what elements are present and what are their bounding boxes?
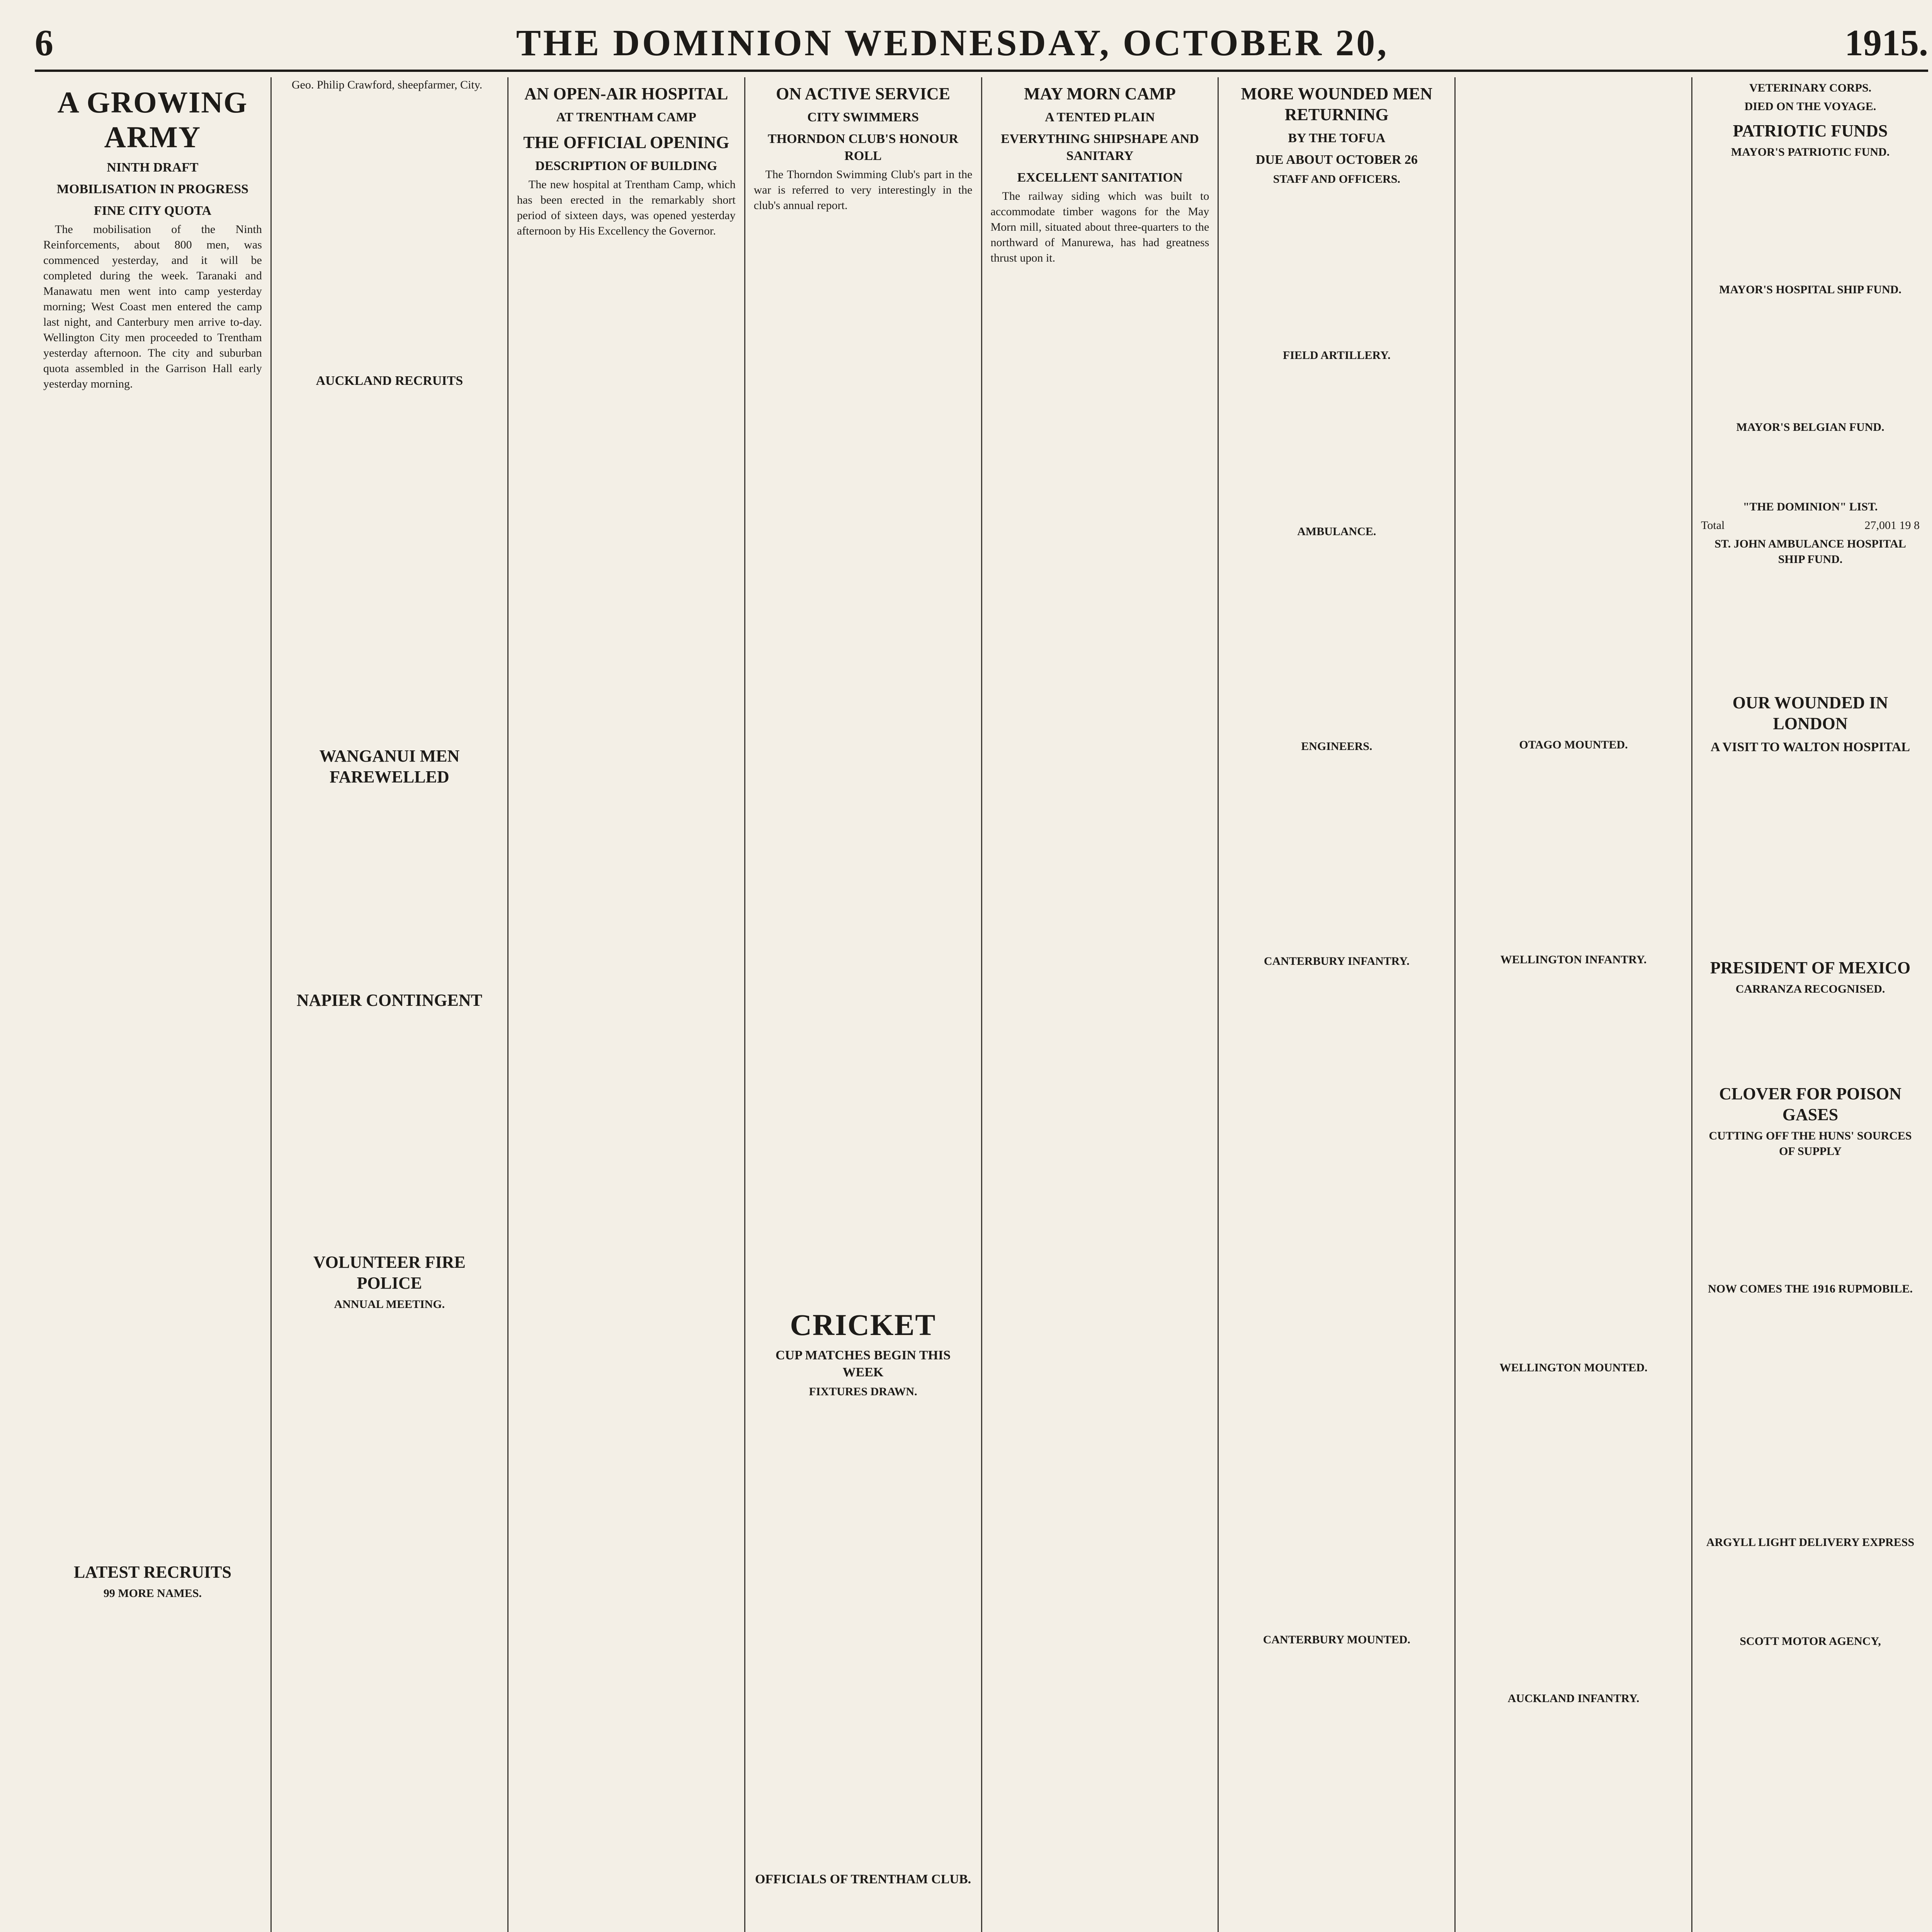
deck-mobilisation: MOBILISATION IN PROGRESS: [56, 182, 249, 196]
deck-ninth-draft: NINTH DRAFT: [107, 160, 199, 175]
column-8: VETERINARY CORPS. DIED ON THE VOYAGE. PATRIOTIC FUNDS MAYOR'S PATRIOTIC FUND. MAYOR'S HOSPITAL SHIP FUND. MAYOR'S BELGIAN FUND. "THE DOMINION" LIST. Total 27,001 19 8 ST. JOHN AMBULANCE HOSPITAL SHIP FUND. OUR WOUNDED IN LONDON A VISIT TO WALTON HOSPITAL PRESIDENT OF MEXICO CARRANZA RECOGNISED. CLOVER FOR POISON GASES CUTTING OFF THE HUNS' SOURCES OF SUPPLY NOW COMES THE 1916 RUPMOBILE. ARGYLL LIGHT DELIVERY EXPRESS SCOTT MOTOR AGENCY,: [1692, 77, 1928, 1932]
headline-active-service: ON ACTIVE SERVICE: [776, 84, 950, 103]
subhead-auckland-recruits: AUCKLAND RECRUITS: [316, 374, 463, 388]
column-5: [982, 77, 1219, 1932]
article-body: The Thorndon Swimming Club's part in the war is referred to very interestingly in the club's annual report.: [753, 168, 973, 212]
deck-tofua: BY THE TOFUA: [1288, 131, 1386, 145]
column-3: [509, 77, 745, 1932]
headline-latest-recruits: LATEST RECRUITS: [73, 1563, 231, 1582]
subhead-more-names: 99 MORE NAMES.: [103, 1587, 202, 1600]
newspaper-title: THE DOMINION WEDNESDAY, OCTOBER 20,: [516, 22, 1389, 63]
subhead-staff: STAFF AND OFFICERS.: [1273, 173, 1400, 185]
headline-president-mexico: PRESIDENT OF MEXICO: [1710, 958, 1911, 977]
headline-open-air-hospital: AN OPEN-AIR HOSPITAL: [524, 84, 728, 103]
deck-shipshape: EVERYTHING SHIPSHAPE AND SANITARY: [1001, 132, 1199, 163]
column-6: [1219, 77, 1456, 1932]
subhead-mayor-fund: MAYOR'S PATRIOTIC FUND.: [1731, 146, 1890, 158]
headline-napier: NAPIER CONTINGENT: [296, 991, 482, 1010]
subhead-otago-mounted: OTAGO MOUNTED.: [1519, 738, 1628, 751]
deck-october-26: DUE ABOUT OCTOBER 26: [1255, 153, 1418, 167]
subhead-hospital-ship-fund: MAYOR'S HOSPITAL SHIP FUND.: [1719, 283, 1901, 296]
article-body: The new hospital at Trentham Camp, which has been erected in the remarkably short period of sixteen days, was opened yesterday afternoon by His Excellency the Governor.: [517, 178, 736, 237]
headline-volunteer-fire-police: VOLUNTEER FIRE POLICE: [313, 1253, 466, 1293]
subhead-belgian-fund: MAYOR'S BELGIAN FUND.: [1736, 421, 1884, 434]
date-year: 1915.: [1845, 22, 1928, 63]
subhead-died-voyage: DIED ON THE VOYAGE.: [1744, 100, 1876, 113]
subhead-ambulance-fund: ST. JOHN AMBULANCE HOSPITAL SHIP FUND.: [1714, 537, 1906, 566]
article-body: The mobilisation of the Ninth Reinforcements, about 800 men, was commenced yesterday, and it will be completed during the week. Taranaki and Manawatu men went into camp yesterday morning; West Coast men entered the camp last night, and Canterbury men arrive to-day. Wellington City men proceeded to Trentham yesterday afternoon. The city and suburban quota assembled in the Garrison Hall early yesterday morning.: [43, 223, 262, 390]
subhead-field-artillery: FIELD ARTILLERY.: [1283, 349, 1391, 362]
headline-wounded-returning: MORE WOUNDED MEN RETURNING: [1241, 84, 1433, 124]
fund-total: 27,001 19 8: [1864, 519, 1920, 532]
deck-official-opening: THE OFFICIAL OPENING: [523, 133, 730, 152]
headline-cricket: CRICKET: [790, 1308, 936, 1342]
column-1: [35, 77, 272, 1932]
headline-wounded-london: OUR WOUNDED IN LONDON: [1732, 693, 1888, 733]
subhead-annual-meeting: ANNUAL MEETING.: [334, 1298, 445, 1311]
headline-patriotic-funds: PATRIOTIC FUNDS: [1733, 121, 1888, 140]
subhead-ambulance: AMBULANCE.: [1297, 525, 1376, 538]
headline-wanganui: WANGANUI MEN FAREWELLED: [319, 747, 460, 786]
headline-may-morn: MAY MORN CAMP: [1024, 84, 1176, 103]
deck-city-swimmers: CITY SWIMMERS: [807, 110, 919, 124]
advert-argyll: ARGYLL LIGHT DELIVERY EXPRESS: [1706, 1536, 1915, 1549]
page-columns: [35, 77, 1928, 1932]
column-2: [272, 77, 509, 1932]
subhead-officials: OFFICIALS OF TRENTHAM CLUB.: [755, 1872, 971, 1886]
subhead-canterbury-infantry: CANTERBURY INFANTRY.: [1264, 955, 1410, 968]
deck-trentham: AT TRENTHAM CAMP: [556, 110, 697, 124]
column-4: [745, 77, 982, 1932]
deck-sanitation: EXCELLENT SANITATION: [1017, 170, 1183, 185]
advert-rupmobile: NOW COMES THE 1916 RUPMOBILE.: [1708, 1282, 1913, 1295]
headline-growing-army: A GROWING ARMY: [57, 85, 248, 154]
subhead-veterinary: VETERINARY CORPS.: [1749, 82, 1872, 94]
deck-huns-supply: CUTTING OFF THE HUNS' SOURCES OF SUPPLY: [1709, 1129, 1912, 1158]
subhead-canterbury-mounted: CANTERBURY MOUNTED.: [1263, 1633, 1410, 1646]
subhead-fixtures: FIXTURES DRAWN.: [809, 1385, 917, 1398]
deck-city-quota: FINE CITY QUOTA: [94, 204, 211, 218]
column-7: [1456, 77, 1692, 1932]
deck-walton-hospital: A VISIT TO WALTON HOSPITAL: [1711, 740, 1910, 754]
masthead: [35, 15, 1928, 72]
subhead-auckland-infantry: AUCKLAND INFANTRY.: [1507, 1692, 1639, 1705]
page-number: 6: [35, 22, 53, 63]
recruit-list: Geo. Philip Crawford, sheepfarmer, City.: [291, 78, 483, 91]
deck-carranza: CARRANZA RECOGNISED.: [1735, 983, 1885, 995]
article-body: The railway siding which was built to accommodate timber wagons for the May Morn mill, situated about three-quarters to the northward of Manurewa, has had greatness thrust upon it.: [990, 190, 1209, 264]
deck-cup-matches: CUP MATCHES BEGIN THIS WEEK: [776, 1348, 951, 1379]
headline-clover: CLOVER FOR POISON GASES: [1719, 1084, 1901, 1124]
deck-building: DESCRIPTION OF BUILDING: [535, 159, 718, 173]
subhead-wellington-infantry: WELLINGTON INFANTRY.: [1500, 953, 1647, 966]
subhead-wellington-mounted: WELLINGTON MOUNTED.: [1499, 1361, 1648, 1374]
advert-scott-motor: SCOTT MOTOR AGENCY,: [1740, 1635, 1881, 1648]
subhead-engineers: ENGINEERS.: [1301, 740, 1372, 753]
deck-tented-plain: A TENTED PLAIN: [1045, 110, 1155, 124]
subhead-dominion-list: "THE DOMINION" LIST.: [1743, 500, 1878, 513]
deck-honour-roll: THORNDON CLUB'S HONOUR ROLL: [768, 132, 959, 163]
